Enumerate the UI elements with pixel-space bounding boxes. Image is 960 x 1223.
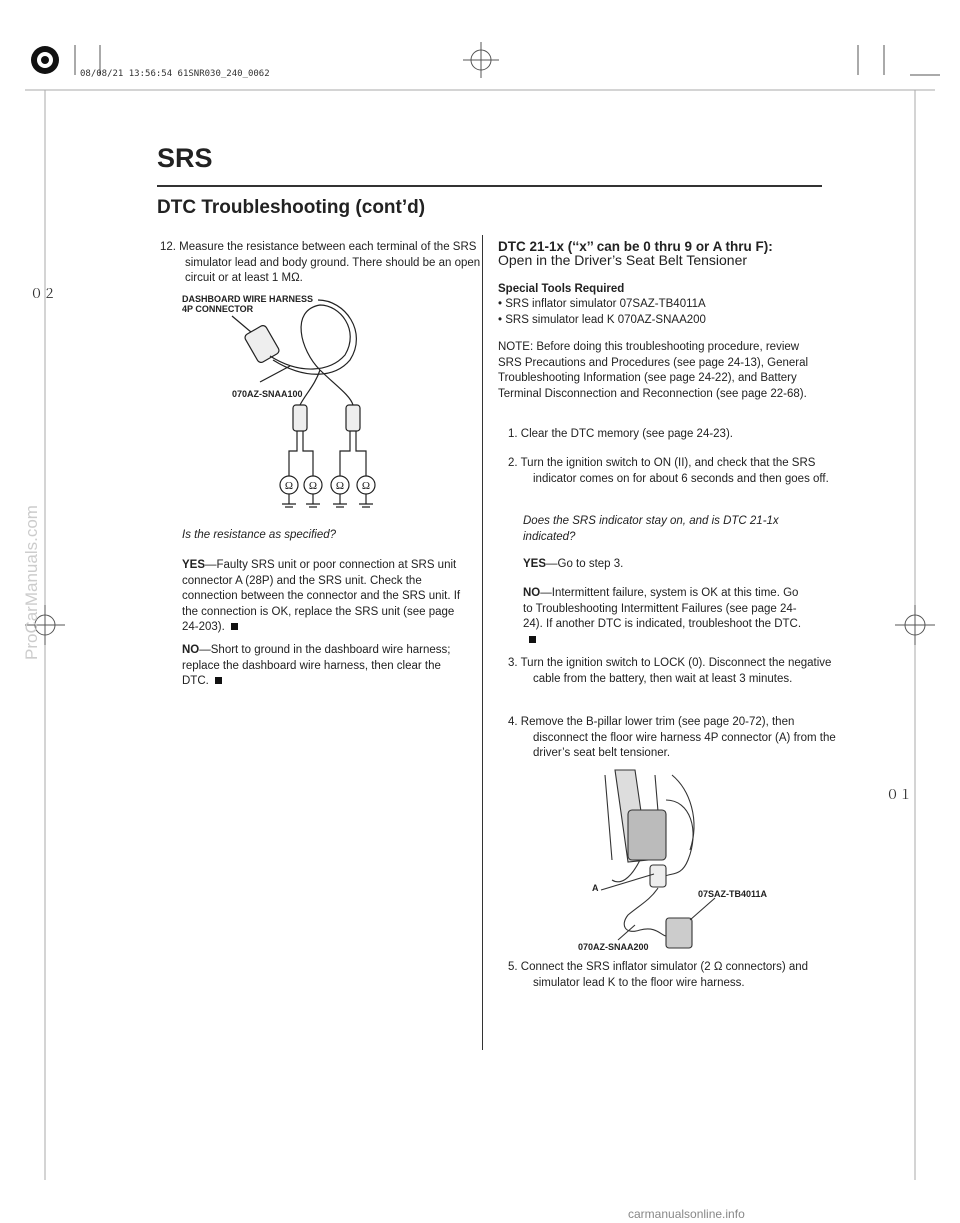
no-label: NO	[523, 587, 541, 599]
step-5: 5. Connect the SRS inflator simulator (2 Ω connectors) and simulator lead K to the floor wire harness.	[508, 961, 809, 989]
footer-link[interactable]: carmanualsonline.info	[628, 1207, 745, 1221]
page-title: DTC Troubleshooting (cont’d)	[157, 197, 426, 218]
fig2-label-a: A	[592, 883, 599, 893]
step-3: 3. Turn the ignition switch to LOCK (0). Disconnect the negative cable from the battery, then wait at least 3 minutes.	[508, 657, 832, 685]
fig1-label-connector: 4P CONNECTOR	[182, 304, 254, 314]
answer-no-right: NO—Intermittent failure, system is OK at this time. Go to Troubleshooting Intermittent Failures (see page 24-24). If another DTC is indicated, troubleshoot the DTC.	[523, 586, 808, 648]
fig2-label-simulator: 07SAZ-TB4011A	[698, 889, 768, 899]
tool-item-1: • SRS inflator simulator 07SAZ-TB4011A	[498, 298, 706, 310]
yes-label: YES	[182, 559, 206, 571]
margin-mark-left: ０２	[30, 287, 57, 302]
note: NOTE: Before doing this troubleshooting procedure, review SRS Precautions and Procedures (see page 24-13), General Troubleshooting Information (see page 24-22), and Battery Terminal Disconnection and Reconnection (see page 22-68).	[498, 341, 809, 400]
yes-text: Faulty SRS unit or poor connection at SRS unit connector A (28P) and the SRS unit. Check the connection between the connector and the SRS unit. If the connection is OK, replace the SRS unit (see page 24-203).	[182, 559, 461, 634]
print-timestamp: 08/08/21 13:56:54 61SNR030_240_0062	[80, 69, 270, 79]
step-4: 4. Remove the B-pillar lower trim (see page 20-72), then disconnect the floor wire harness 4P connector (A) from the driver’s seat belt tensioner.	[508, 716, 836, 760]
no-label: NO	[182, 644, 200, 656]
no-text: Short to ground in the dashboard wire harness; replace the dashboard wire harness, then clear the DTC.	[182, 644, 451, 688]
question-indicator: Does the SRS indicator stay on, and is DTC 21-1x indicated?	[523, 515, 779, 543]
fig2-label-lead: 070AZ-SNAA200	[578, 942, 649, 952]
svg-text:Ω: Ω	[284, 480, 294, 492]
watermark: ProCarManuals.com	[22, 505, 41, 660]
svg-text:Ω: Ω	[308, 480, 318, 492]
dtc-description: Open in the Driver’s Seat Belt Tensioner	[498, 252, 748, 268]
answer-no-left: NO—Short to ground in the dashboard wire harness; replace the dashboard wire harness, then clear the DTC.	[182, 644, 451, 688]
tools-heading: Special Tools Required	[498, 283, 625, 295]
yes-label: YES	[523, 558, 547, 570]
dtc-heading: DTC 21-1x (‘‘x’’ can be 0 thru 9 or A thru F):	[498, 239, 773, 254]
section-title: SRS	[157, 143, 213, 173]
svg-text:Ω: Ω	[361, 480, 371, 492]
step-12: 12. Measure the resistance between each terminal of the SRS simulator lead and body ground. There should be an open circuit or at least 1 MΩ.	[160, 241, 481, 285]
step-1: 1. Clear the DTC memory (see page 24-23).	[508, 428, 733, 440]
fig1-label-part: 070AZ-SNAA100	[232, 389, 303, 399]
no-text: Intermittent failure, system is OK at this time. Go to Troubleshooting Intermittent Failures (see page 24-24). If another DTC is indicated, troubleshoot the DTC.	[523, 587, 802, 631]
fig1-label-harness: DASHBOARD WIRE HARNESS	[182, 294, 314, 304]
answer-yes-right: YES—Go to step 3.	[523, 558, 624, 570]
tool-item-2: • SRS simulator lead K 070AZ-SNAA200	[498, 314, 706, 326]
answer-yes-left: YES—Faulty SRS unit or poor connection at SRS unit connector A (28P) and the SRS unit. Check the connection between the connector and the SRS unit. If the connection is OK, replace the SRS unit (see page 24-203).	[182, 559, 461, 634]
question-resistance: Is the resistance as specified?	[182, 529, 337, 541]
svg-text:Ω: Ω	[335, 480, 345, 492]
margin-mark-right: ０１	[886, 788, 913, 803]
yes-text: Go to step 3.	[557, 558, 624, 570]
step-2: 2. Turn the ignition switch to ON (II), and check that the SRS indicator comes on for about 6 seconds and then goes off.	[508, 457, 829, 485]
